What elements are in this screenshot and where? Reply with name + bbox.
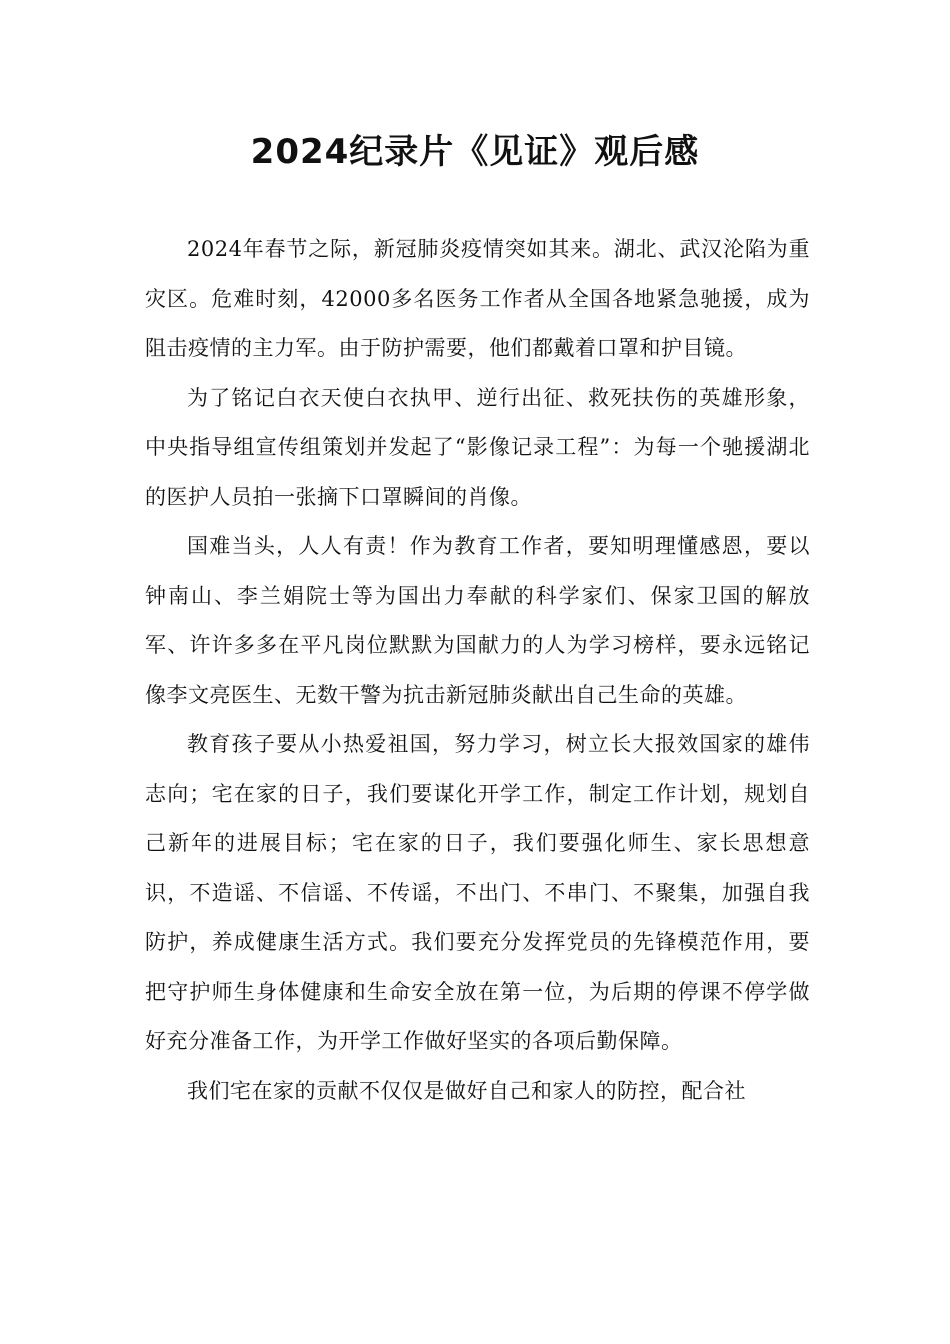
paragraph-3: 国难当头，人人有责！作为教育工作者，要知明理懂感恩，要以钟南山、李兰娟院士等为国出力奉献的科学家们、保家卫国的解放军、许许多多在平凡岗位默默为国献力的人为学习榜样，要永远铭记像李文亮医生、无数干警为抗击新冠肺炎献出自己生命的英雄。 [145, 534, 810, 707]
paragraph-1: 2024年春节之际，新冠肺炎疫情突如其来。湖北、武汉沦陷为重灾区。危难时刻，42000多名医务工作者从全国各地紧急驰援，成为阻击疫情的主力军。由于防护需要，他们都戴着口罩和护目镜。 [145, 237, 810, 360]
paragraph-5: 我们宅在家的贡献不仅仅是做好自己和家人的防控，配合社 [187, 1078, 746, 1103]
paragraph-2: 为了铭记白衣天使白衣执甲、逆行出征、救死扶伤的英雄形象，中央指导组宣传组策划并发起了“影像记录工程”：为每一个驰援湖北的医护人员拍一张摘下口罩瞬间的肖像。 [145, 385, 810, 509]
paragraph-4: 教育孩子要从小热爱祖国，努力学习，树立长大报效国家的雄伟志向；宅在家的日子，我们要谋化开学工作，制定工作计划，规划自己新年的进展目标；宅在家的日子，我们要强化师生、家长思想意识，不造谣、不信谣、不传谣，不出门、不串门、不聚集，加强自我防护，养成健康生活方式。我们要充分发挥党员的先锋模范作用，要把守护师生身体健康和生命安全放在第一位，为后期的停课不停学做好充分准备工作，为开学工作做好坚实的各项后勤保障。 [145, 732, 810, 1053]
document-title: 2024纪录片《见证》观后感 [250, 132, 700, 172]
document-body [145, 225, 810, 1116]
